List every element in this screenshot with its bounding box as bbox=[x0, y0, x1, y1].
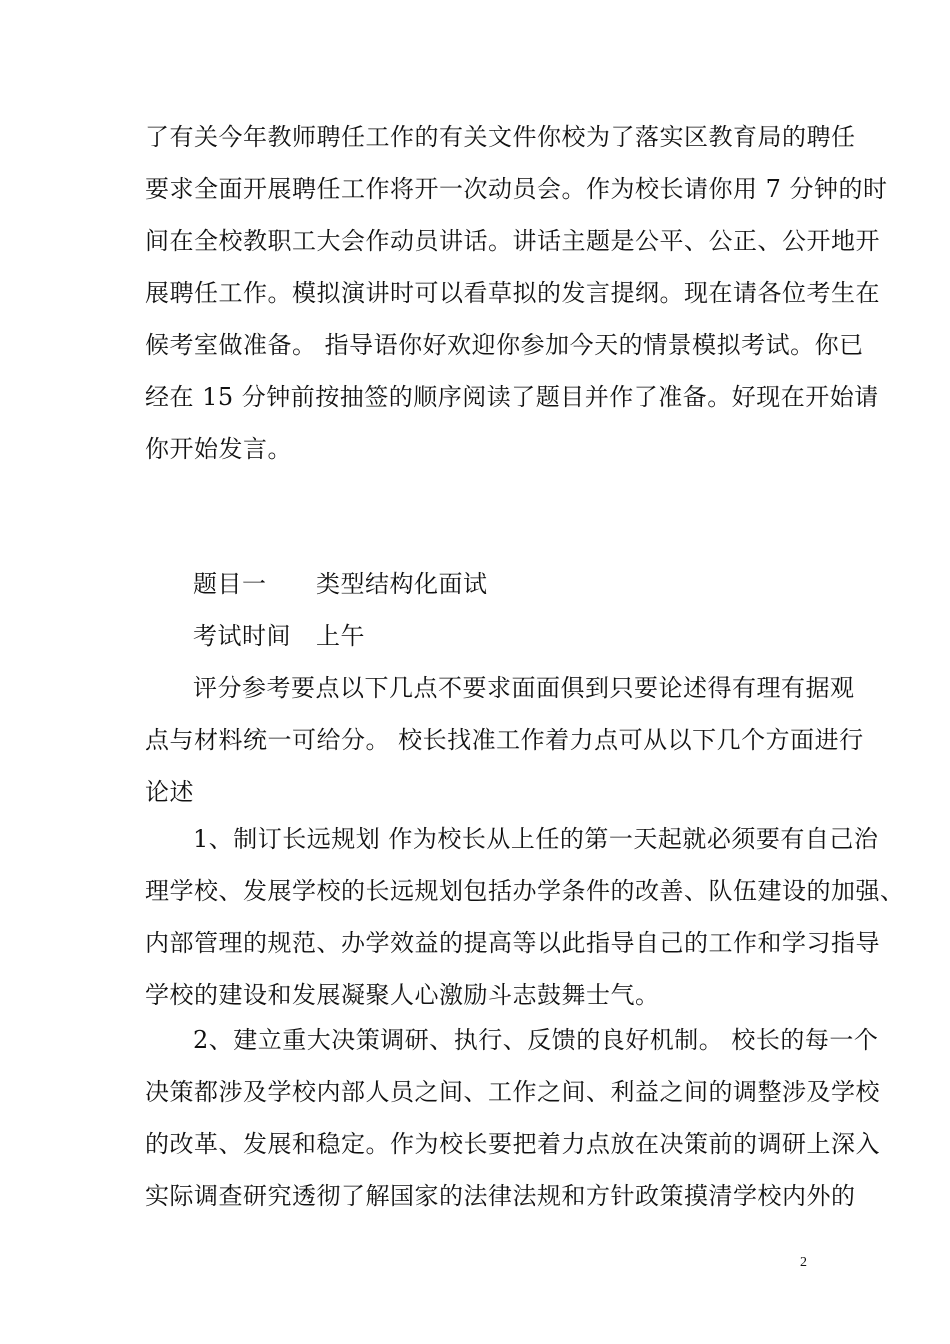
exam-info-section bbox=[145, 558, 815, 662]
exam-time-value: 上午 bbox=[316, 622, 365, 650]
page-number: 2 bbox=[800, 1255, 807, 1270]
text-line: 内部管理的规范、办学效益的提高等以此指导自己的工作和学习指导 bbox=[145, 929, 880, 957]
text-line: 你开始发言。 bbox=[145, 435, 292, 463]
intro-paragraph bbox=[145, 111, 888, 475]
question-label: 题目一 bbox=[193, 570, 267, 598]
text-line: 决策都涉及学校内部人员之间、工作之间、利益之间的调整涉及学校 bbox=[145, 1078, 880, 1106]
text-line: 的改革、发展和稳定。作为校长要把着力点放在决策前的调研上深入 bbox=[145, 1130, 880, 1158]
exam-time-label: 考试时间 bbox=[193, 622, 291, 650]
item-1-paragraph bbox=[145, 813, 905, 1021]
text-line: 2、建立重大决策调研、执行、反馈的良好机制。 校长的每一个 bbox=[193, 1026, 879, 1054]
text-line: 了有关今年教师聘任工作的有关文件你校为了落实区教育局的聘任 bbox=[145, 123, 856, 151]
text-line: 经在 15 分钟前按抽签的顺序阅读了题目并作了准备。好现在开始请 bbox=[145, 383, 879, 411]
text-line: 间在全校教职工大会作动员讲话。讲话主题是公平、公正、公开地开 bbox=[145, 227, 880, 255]
text-line: 候考室做准备。 指导语你好欢迎你参加今天的情景模拟考试。你已 bbox=[145, 331, 864, 359]
exam-time-row bbox=[145, 610, 815, 662]
text-line: 1、制订长远规划 作为校长从上任的第一天起就必须要有自己治 bbox=[193, 825, 879, 853]
item-2-paragraph bbox=[145, 1014, 880, 1222]
text-line: 论述 bbox=[145, 778, 194, 806]
text-line: 点与材料统一可给分。 校长找准工作着力点可从以下几个方面进行 bbox=[145, 726, 864, 754]
text-line: 学校的建设和发展凝聚人心激励斗志鼓舞士气。 bbox=[145, 981, 660, 1009]
question-row bbox=[145, 558, 815, 610]
text-line: 要求全面开展聘任工作将开一次动员会。作为校长请你用 7 分钟的时 bbox=[145, 175, 888, 203]
text-line: 评分参考要点以下几点不要求面面俱到只要论述得有理有据观 bbox=[193, 674, 855, 702]
scoring-paragraph bbox=[145, 662, 864, 818]
text-line: 实际调查研究透彻了解国家的法律法规和方针政策摸清学校内外的 bbox=[145, 1182, 856, 1210]
question-value: 类型结构化面试 bbox=[316, 570, 488, 598]
text-line: 理学校、发展学校的长远规划包括办学条件的改善、队伍建设的加强、 bbox=[145, 877, 905, 905]
text-line: 展聘任工作。模拟演讲时可以看草拟的发言提纲。现在请各位考生在 bbox=[145, 279, 880, 307]
